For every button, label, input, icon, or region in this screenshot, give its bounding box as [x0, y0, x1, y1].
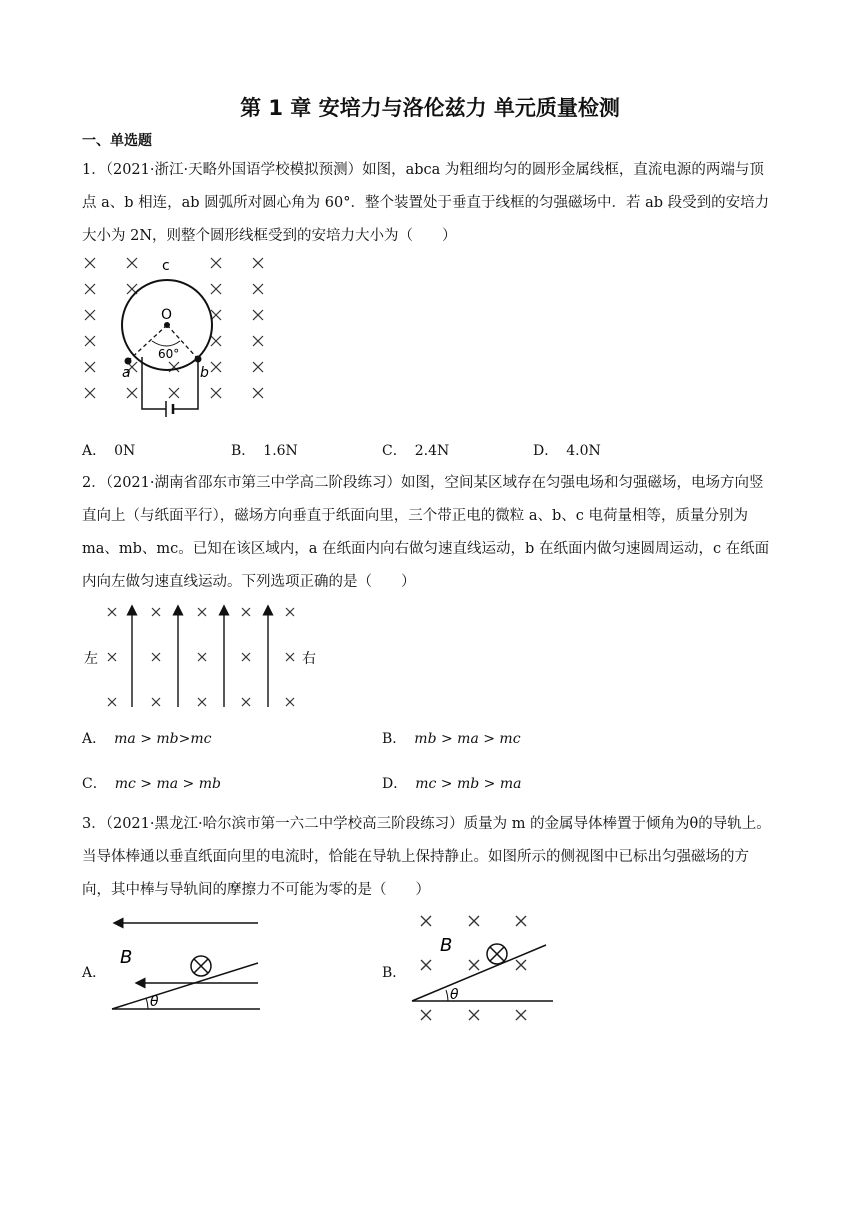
page-title: 第 1 章 安培力与洛伦兹力 单元质量检测 — [240, 96, 620, 120]
q2-option-d[interactable]: D． mc > mb > ma — [382, 776, 522, 792]
q2-line-3: ma、mb、mc。已知在该区域内，a 在纸面内向右做匀速直线运动，b 在纸面内做匀速圆周运动，c 在纸面 — [82, 541, 770, 557]
q2-label-right: 右 — [302, 651, 316, 667]
q3a-incline — [112, 963, 258, 1009]
q2-line-2: 直向上（与纸面平行），磁场方向垂直于纸面向里，三个带正电的微粒 a、b、c 电荷量相等，质量分别为 — [82, 508, 749, 524]
q3b-label-theta: θ — [450, 987, 459, 1003]
q2-option-b[interactable]: B． mb > ma > mc — [382, 731, 521, 747]
q2-label-left: 左 — [84, 651, 98, 667]
q3-option-b[interactable]: B． — [382, 965, 407, 981]
q3a-field-arrows — [118, 923, 258, 983]
q3b-incline — [412, 945, 546, 1001]
q2-option-c[interactable]: C． mc > ma > mb — [82, 776, 221, 792]
q2-line-1: 2．（2021·湖南省邵东市第三中学高二阶段练习）如图，空间某区域存在匀强电场和匀强磁场，电场方向竖 — [82, 475, 764, 491]
q1-option-b[interactable]: B． 1.6N — [231, 443, 298, 459]
section-heading: 一、单选题 — [82, 133, 152, 149]
q3b-conductor-icon — [487, 944, 507, 964]
q1-label-angle: 60° — [158, 347, 180, 361]
q3-option-a[interactable]: A． — [82, 965, 107, 981]
q2-line-4: 内向左做匀速直线运动。下列选项正确的是（ ） — [82, 574, 416, 590]
q1-label-o: O — [161, 307, 173, 323]
q1-circle-figure — [80, 255, 280, 425]
q3-figure-b — [408, 905, 568, 1030]
q1-field-crosses — [85, 258, 263, 398]
q3-line-3: 向，其中棒与导轨间的摩擦力不可能为零的是（ ） — [82, 882, 430, 898]
q2-field-figure — [82, 600, 332, 710]
q1-point-a — [125, 358, 132, 365]
q1-label-b: b — [200, 365, 209, 381]
q3-figure-a — [110, 905, 270, 1025]
q3a-label-theta: θ — [150, 994, 159, 1010]
q1-label-a: a — [122, 365, 131, 381]
q1-line-1: 1．（2021·浙江·天略外国语学校模拟预测）如图，abca 为粗细均匀的圆形金属线框，直流电源的两端与顶 — [82, 162, 764, 178]
q1-line-3: 大小为 2N，则整个圆形线框受到的安培力大小为（ ） — [82, 228, 457, 244]
q1-option-d[interactable]: D． 4.0N — [533, 443, 601, 459]
q3-line-2: 当导体棒通以垂直纸面向里的电流时，恰能在导轨上保持静止。如图所示的侧视图中已标出匀强磁场的方 — [82, 849, 749, 865]
q3b-label-b: B — [440, 935, 453, 956]
q1-option-c[interactable]: C． 2.4N — [382, 443, 450, 459]
q3a-label-b: B — [120, 947, 133, 968]
q2-magnetic-crosses — [108, 608, 294, 706]
q3b-field-crosses — [421, 916, 526, 1020]
q1-option-a[interactable]: A． 0N — [82, 443, 136, 459]
q2-option-a[interactable]: A． ma > mb>mc — [82, 731, 212, 747]
q1-line-2: 点 a、b 相连，ab 圆弧所对圆心角为 60°．整个装置处于垂直于线框的匀强磁场中．若 ab 段受到的安培力 — [82, 195, 770, 211]
q1-label-c: c — [162, 258, 170, 274]
q3-line-1: 3．（2021·黑龙江·哈尔滨市第一六二中学校高三阶段练习）质量为 m 的金属导体棒置于倾角为θ的导轨上。 — [82, 816, 771, 832]
q3a-conductor-icon — [191, 956, 211, 976]
